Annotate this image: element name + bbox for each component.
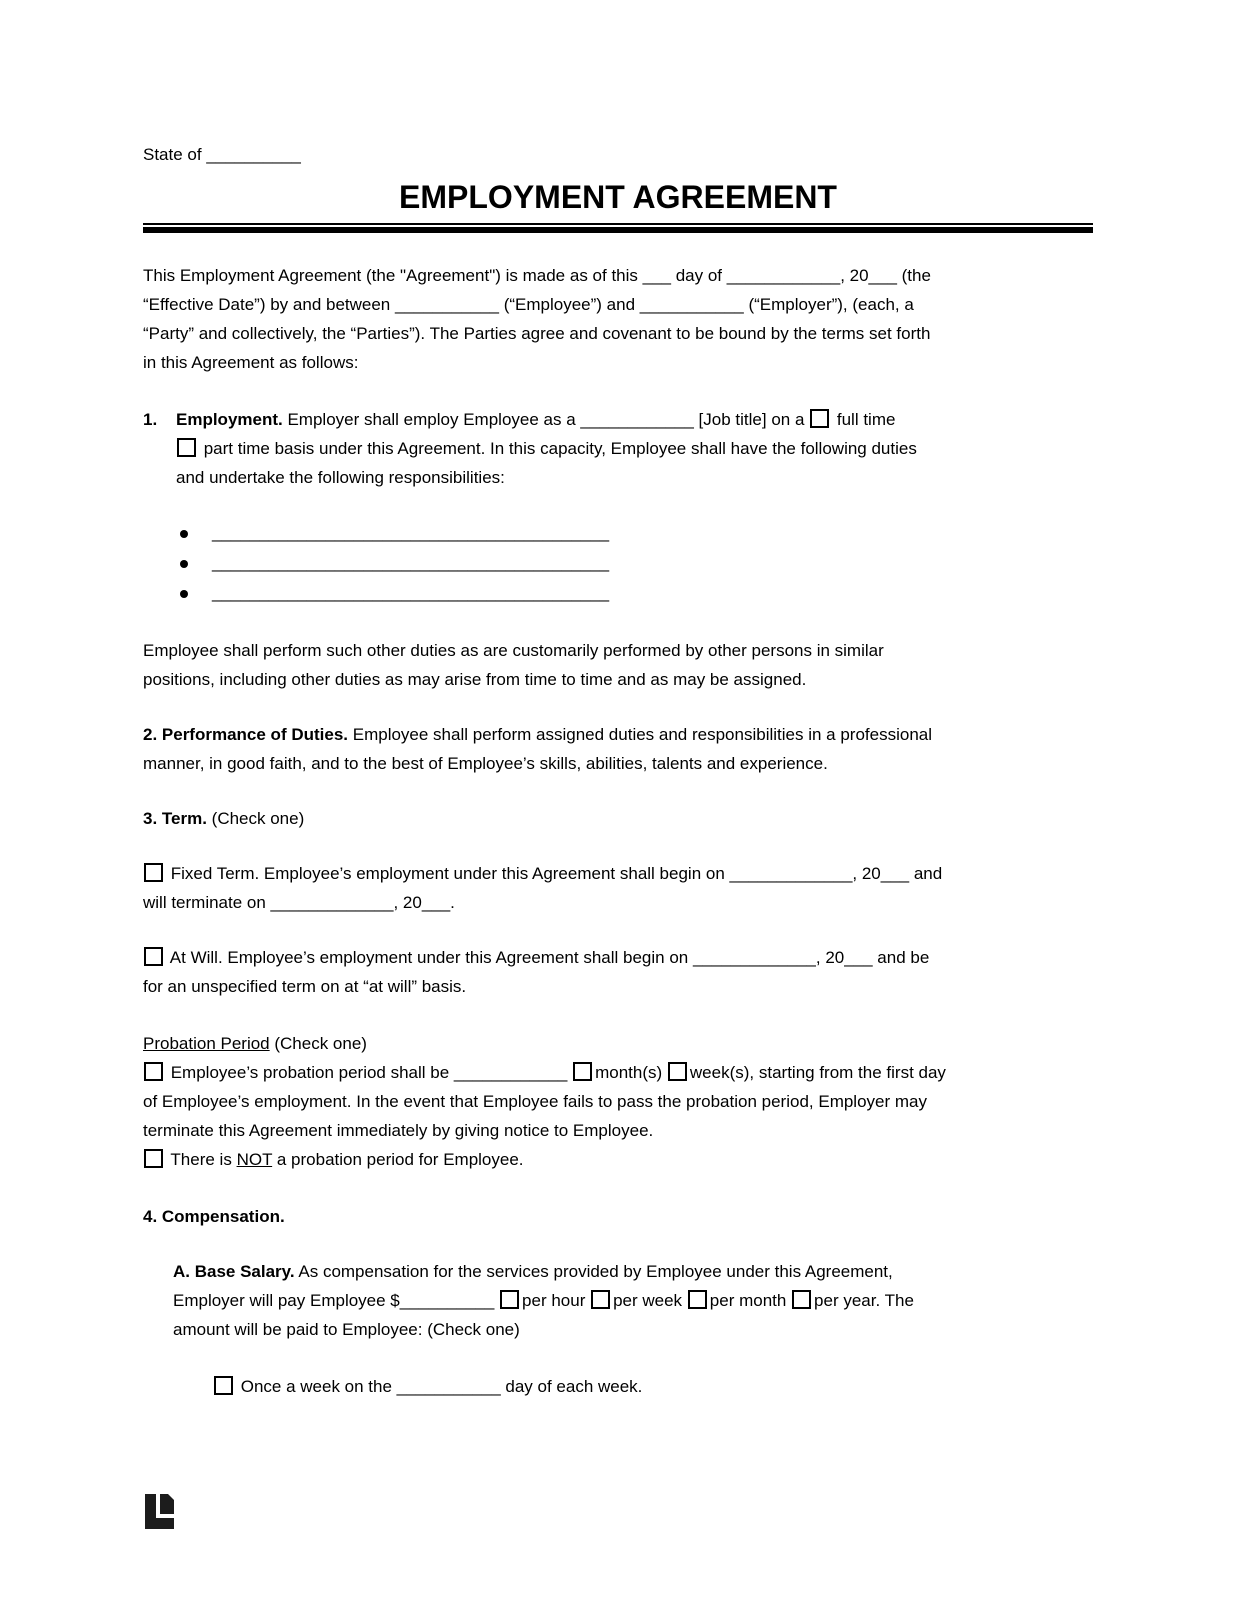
state-line — [143, 140, 1093, 169]
title-rule-bar — [143, 227, 1093, 233]
state-blank-field[interactable]: __________ — [206, 145, 301, 164]
duty-blank-field[interactable]: __________________________________________ — [212, 523, 610, 542]
payment-once-week-option — [213, 1372, 1093, 1401]
probation-text-line-3: terminate this Agreement immediately by giving notice to Employee. — [143, 1121, 654, 1140]
section-2-heading: 2. Performance of Duties. — [143, 725, 349, 744]
section-1-text-a: Employer shall employ Employee as a ____________ [Job title] on a — [282, 410, 810, 429]
at-will-option — [143, 943, 1093, 1001]
intro-paragraph — [143, 261, 1093, 377]
probation-section — [143, 1029, 1093, 1174]
duty-blank-field[interactable]: __________________________________________ — [212, 553, 610, 572]
state-label: State of — [143, 145, 207, 164]
duty-item — [180, 578, 1093, 608]
probation-text-a: Employee’s probation period shall be ____________ — [166, 1063, 573, 1082]
no-probation-text-b: a probation period for Employee. — [272, 1150, 524, 1169]
bullet-icon — [180, 590, 188, 598]
intro-line-1: This Employment Agreement (the "Agreement") is made as of this ___ day of ____________, 20___ (the — [143, 266, 931, 285]
per-week-checkbox[interactable] — [591, 1290, 610, 1309]
section-2-text-1: Employee shall perform assigned duties and responsibilities in a professional — [348, 725, 933, 744]
no-probation-text-a: There is — [166, 1150, 237, 1169]
probation-heading: Probation Period — [143, 1034, 270, 1053]
section-2-text-2: manner, in good faith, and to the best of Employee’s skills, abilities, talents and experience. — [143, 754, 828, 773]
fixed-term-text-1: Fixed Term. Employee’s employment under this Agreement shall begin on _____________, 20___ and — [166, 864, 943, 883]
part-time-label: part time basis under this Agreement. In this capacity, Employee shall have the following duties — [199, 439, 917, 458]
per-month-label: per month — [709, 1291, 792, 1310]
other-duties-line-2: positions, including other duties as may arise from time to time and as may be assigned. — [143, 670, 807, 689]
section-4-compensation: 4. Compensation. — [143, 1207, 285, 1226]
legaltemplates-logo — [145, 1494, 176, 1529]
bullet-icon — [180, 560, 188, 568]
section-1-employment — [143, 405, 1093, 492]
title-rule — [143, 223, 1093, 233]
other-duties-paragraph — [143, 636, 1093, 694]
section-2-performance — [143, 720, 1093, 778]
part-time-checkbox[interactable] — [177, 438, 196, 457]
per-hour-checkbox[interactable] — [500, 1290, 519, 1309]
fixed-term-text-2: will terminate on _____________, 20___. — [143, 893, 455, 912]
base-salary-paragraph — [173, 1257, 1093, 1344]
per-year-label: per year. The — [814, 1291, 914, 1310]
section-3-term — [143, 804, 1093, 833]
fixed-term-option — [143, 859, 1093, 917]
once-week-label: Once a week on the ___________ day of each week. — [236, 1377, 643, 1396]
duty-item — [180, 518, 1093, 548]
section-3-note: (Check one) — [206, 809, 305, 828]
base-salary-heading: A. Base Salary. — [173, 1262, 295, 1281]
once-week-checkbox[interactable] — [214, 1376, 233, 1395]
full-time-label: full time — [832, 410, 896, 429]
intro-line-4: in this Agreement as follows: — [143, 353, 359, 372]
section-1-text-b: and undertake the following responsibilities: — [176, 468, 505, 487]
probation-option-checkbox[interactable] — [144, 1062, 163, 1081]
intro-line-3: “Party” and collectively, the “Parties”). The Parties agree and covenant to be bound by the terms set forth — [143, 324, 931, 343]
bullet-icon — [180, 530, 188, 538]
other-duties-line-1: Employee shall perform such other duties as are customarily performed by other persons in similar — [143, 641, 884, 660]
base-salary-text-2: Employer will pay Employee $__________ — [173, 1291, 500, 1310]
duties-list — [180, 518, 1093, 608]
section-1-number: 1. — [143, 410, 158, 429]
duty-blank-field[interactable]: __________________________________________ — [212, 583, 610, 602]
week-label: week(s), starting from the first day — [689, 1063, 946, 1082]
month-checkbox[interactable] — [573, 1062, 592, 1081]
per-hour-label: per hour — [522, 1291, 591, 1310]
per-month-checkbox[interactable] — [688, 1290, 707, 1309]
base-salary-text-3: amount will be paid to Employee: (Check one) — [173, 1320, 520, 1339]
section-1-heading: Employment. — [176, 410, 283, 429]
probation-text-line-2: of Employee’s employment. In the event that Employee fails to pass the probation period, Employer may — [143, 1092, 927, 1111]
page-title: EMPLOYMENT AGREEMENT — [399, 179, 837, 215]
fixed-term-checkbox[interactable] — [144, 863, 163, 882]
probation-note: (Check one) — [269, 1034, 367, 1053]
month-label: month(s) — [595, 1063, 667, 1082]
per-week-label: per week — [613, 1291, 687, 1310]
per-year-checkbox[interactable] — [792, 1290, 811, 1309]
base-salary-text-1: As compensation for the services provided by Employee under this Agreement, — [294, 1262, 893, 1281]
full-time-checkbox[interactable] — [810, 409, 829, 428]
week-checkbox[interactable] — [668, 1062, 687, 1081]
no-probation-checkbox[interactable] — [144, 1149, 163, 1168]
at-will-checkbox[interactable] — [144, 947, 163, 966]
duty-item — [180, 548, 1093, 578]
not-emphasis: NOT — [236, 1150, 273, 1169]
intro-line-2: “Effective Date”) by and between ___________ (“Employee”) and ___________ (“Employer”), (each, a — [143, 295, 914, 314]
at-will-text-2: for an unspecified term on at “at will” basis. — [143, 977, 467, 996]
at-will-text-1: At Will. Employee’s employment under this Agreement shall begin on _____________, 20___ and be — [166, 948, 930, 967]
section-3-heading: 3. Term. — [143, 809, 207, 828]
